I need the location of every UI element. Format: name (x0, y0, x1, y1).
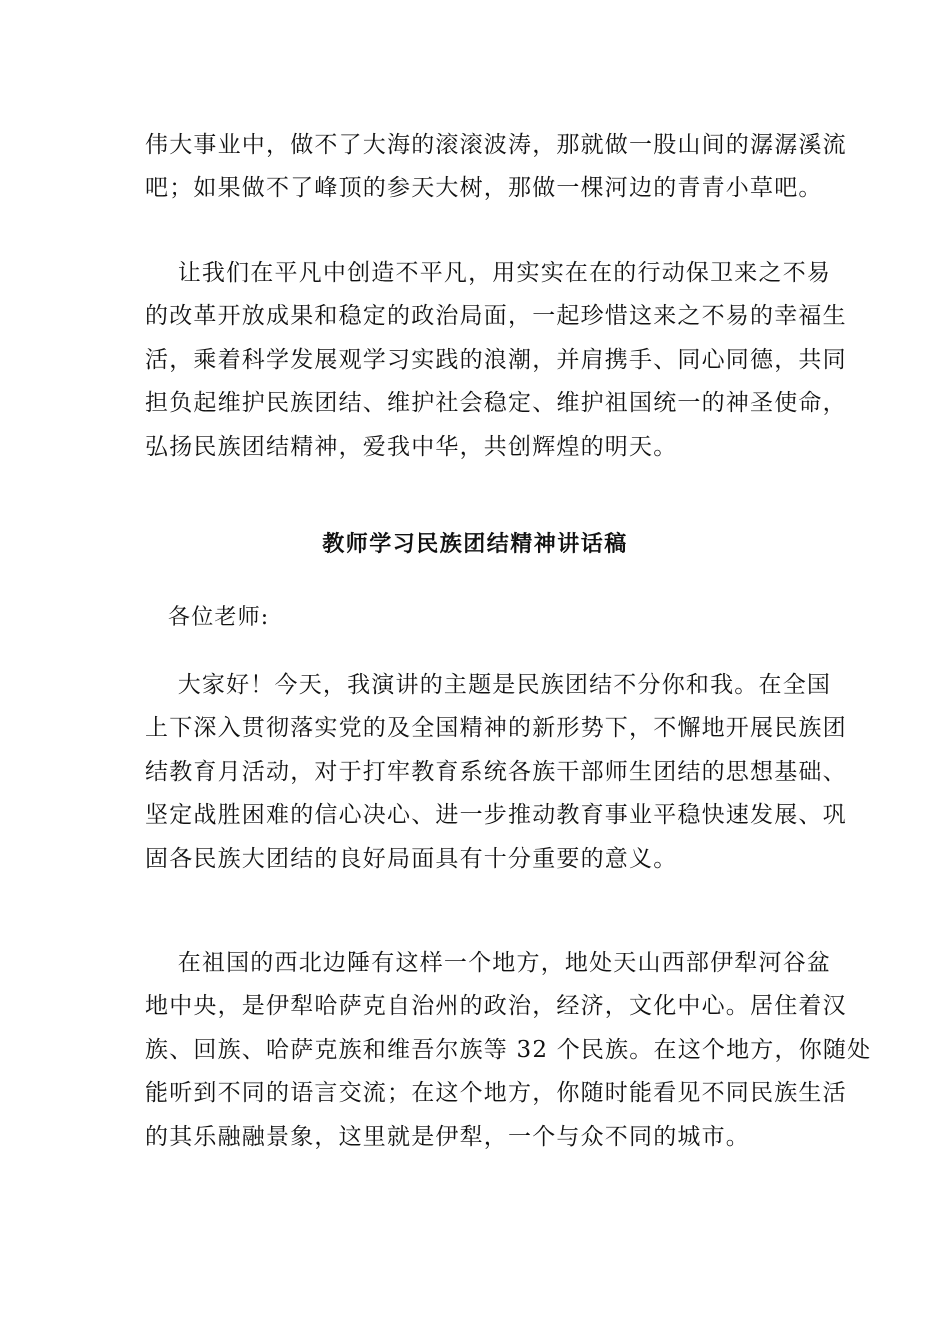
text-line: 地中央，是伊犁哈萨克自治州的政治，经济，文化中心。居住着汉 (145, 993, 847, 1020)
text-line: 大家好！今天，我演讲的主题是民族团结不分你和我。在全国 (145, 672, 832, 698)
text-line: 结教育月活动，对于打牢教育系统各族干部师生团结的思想基础、 (145, 758, 847, 785)
text-line: 在祖国的西北边陲有这样一个地方，地处天山西部伊犁河谷盆 (145, 950, 832, 976)
text-line: 担负起维护民族团结、维护社会稳定、维护祖国统一的神圣使命， (145, 390, 847, 417)
paragraph-closing-2 (145, 252, 847, 469)
text-line: 坚定战胜困难的信心决心、进一步推动教育事业平稳快速发展、巩 (145, 802, 847, 829)
text-line: 族、回族、哈萨克族和维吾尔族等 32 个民族。在这个地方，你随处 (145, 1036, 872, 1063)
text-line: 弘扬民族团结精神，爱我中华，共创辉煌的明天。 (145, 433, 678, 460)
text-line: 吧；如果做不了峰顶的参天大树，那做一棵河边的青青小草吧。 (145, 175, 823, 202)
document-title: 教师学习民族团结精神讲话稿 (322, 531, 628, 557)
paragraph-yili (145, 942, 872, 1159)
text-line: 的其乐融融景象，这里就是伊犁，一个与众不同的城市。 (145, 1123, 750, 1150)
text-line: 让我们在平凡中创造不平凡，用实实在在的行动保卫来之不易 (145, 260, 832, 286)
salutation: 各位老师: (168, 605, 270, 630)
text-line: 伟大事业中，做不了大海的滚滚波涛，那就做一股山间的潺潺溪流 (145, 132, 847, 158)
text-line: 上下深入贯彻落实党的及全国精神的新形势下，不懈地开展民族团 (145, 715, 847, 742)
text-line: 能听到不同的语言交流；在这个地方，你随时能看见不同民族生活 (145, 1080, 847, 1107)
text-line: 活，乘着科学发展观学习实践的浪潮，并肩携手、同心同德，共同 (145, 346, 847, 373)
paragraph-closing-1 (145, 124, 847, 211)
text-line: 的改革开放成果和稳定的政治局面，一起珍惜这来之不易的幸福生 (145, 303, 847, 330)
paragraph-speech-intro (145, 664, 847, 881)
text-line: 固各民族大团结的良好局面具有十分重要的意义。 (145, 845, 678, 872)
